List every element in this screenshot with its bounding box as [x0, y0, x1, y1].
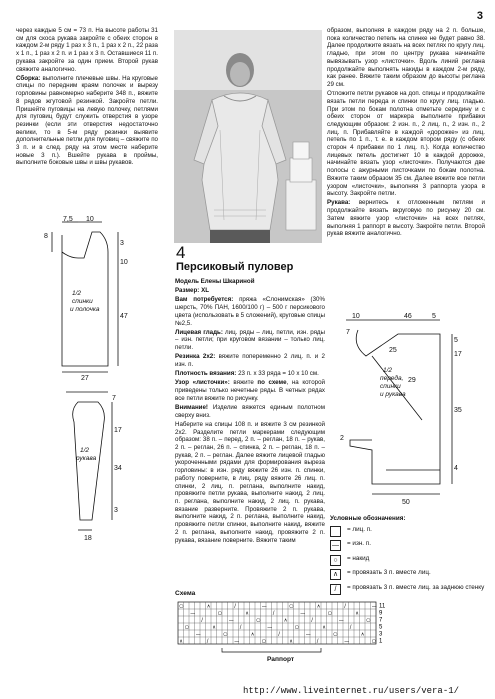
schema-stitch-mark: —: [371, 603, 377, 610]
leaf-label: Узор «листочки»:: [175, 379, 230, 387]
schema-stitch-mark: ○: [366, 617, 371, 624]
schema-stitch-mark: ∧: [206, 603, 211, 610]
schema-stitch-mark: /: [201, 617, 203, 624]
schema-row-number: 9: [379, 610, 383, 617]
model-author: [175, 278, 325, 286]
purl-symbol-icon: —: [332, 542, 339, 550]
schema-stitch-mark: —: [305, 631, 311, 638]
assembly-paragraph: [16, 75, 158, 167]
k3tog-tbl-symbol-icon: /: [330, 584, 341, 595]
rib-label: Резинка 2х2:: [175, 353, 216, 361]
schema-stitch-mark: ○: [179, 603, 184, 610]
legend-item: [330, 584, 490, 595]
raglan-label-4: и рукава: [380, 391, 406, 398]
attention-label: Внимание!: [175, 404, 208, 412]
schema-stitch-mark: ∧: [316, 603, 321, 610]
schema-stitch-mark: —: [190, 610, 196, 617]
body-instructions: Наберите на спицы 108 п. и вяжите 3 см резинкой 2х2. Разделите петли маркерами следующим образом: 38 п. – перед, 2 п. – реглан, 18 п. – рукав, 2 п. – реглан, 26 п. – спинка, 2 п. – реглан, 18 п. – рукав, 2 п. – реглан. Далее вяжите лицевой гладью укороченными рядами для формирования выреза горловины: в изн. ряду вяжите 26 изн. п. спинки, работу поверните, в лиц. ряду вяжите 26 лиц. п. спинки, 2 лиц. п. реглана, выполните накид, провяжите петли рукава, выполните накид, 2 лиц. п. реглана, выполните накид, 2 лиц. п. рукава, вязание разверните. Провяжите 2 п. рукава, выполните накид, 2 п. реглана, выполните накид, провяжите петли спинки, выполните накид, вяжите 2 п. реглана, выполните накид, провяжите 2 п. рукава, вязание поверните. Вяжите таким: [175, 420, 325, 544]
schema-stitch-mark: /: [278, 631, 280, 638]
body-piece-diagram: [52, 222, 118, 372]
schema-stitch-mark: ○: [327, 610, 333, 617]
facing-paragraph: [175, 329, 325, 352]
density-text: 23 п. х 33 ряда = 10 х 10 см.: [238, 370, 319, 378]
dim-bottom: 50: [402, 499, 410, 506]
schema-stitch-mark: —: [267, 624, 273, 631]
sleeve-label-2: рукава: [76, 455, 97, 462]
legend: [330, 515, 490, 598]
schema-stitch-mark: /: [311, 617, 313, 624]
legend-item: [330, 526, 490, 537]
dim-top3: 5: [432, 313, 436, 320]
schema-stitch-mark: ○: [184, 624, 190, 631]
legend-item: [330, 540, 490, 551]
schema-stitch-mark: —: [338, 617, 344, 624]
legend-item: [330, 569, 490, 580]
legend-label: = лиц. п.: [347, 525, 372, 533]
sleeve-label-1: 1/2: [80, 447, 90, 454]
leaf-text-mid: вяжите: [233, 379, 254, 387]
sleeve-label: Рукава:: [327, 199, 351, 207]
schema-stitch-mark: —: [195, 631, 201, 638]
legend-title: Условные обозначения:: [330, 515, 406, 522]
sleeve-piece-diagram: [66, 392, 112, 530]
schema-stitch-mark: —: [228, 617, 234, 624]
dim-d7: 27: [81, 375, 89, 382]
middle-text-column: [175, 278, 325, 546]
model-photo-illustration: [174, 30, 322, 243]
sleeve-text: вернитесь к отложенным петлям и продолжайте вязать вкруговую по рисунку 20 см. Затем вяжите узор «листочки» на всех петлях, выполняя 1 раппорт в высоту. Закройте петли. Второй рукав вяжите аналогично.: [327, 199, 485, 238]
dim-d4: 3: [120, 240, 124, 247]
schema-stitch-mark: ∧: [360, 631, 365, 638]
schema-stitch-mark: ○: [217, 610, 223, 617]
schema-row-number: 3: [379, 631, 383, 638]
schema-stitch-mark: —: [261, 603, 267, 610]
left-text-column: [16, 27, 158, 169]
dim-d3: 8: [44, 233, 48, 240]
materials-label: Вам потребуется:: [175, 296, 234, 304]
leaf-text-tail: , на которой приведены только нечетные ряды. В четных рядах все петли вяжите по рисунку.: [175, 379, 325, 402]
right-text-1: образом, выполняя в каждом ряду на 2 п. больше, пока количество петель на спинке не будет равно 38. Далее продолжите вязать на всех петлях по кругу лиц. гладью, при этом по центру рукава начинайте вывязывать узор «листочки». Вдоль линий реглана продолжайте выполнять накиды в каждом 2-м ряду, как ранее. Вяжите таким образом до высоты реглана 29 см.: [327, 27, 485, 88]
dim-d12: 18: [84, 535, 92, 542]
schema-stitch-mark: /: [234, 603, 236, 610]
schema-stitch-mark: ○: [223, 631, 228, 638]
dim-d6: 47: [120, 313, 128, 320]
density-paragraph: [175, 370, 325, 378]
sleeve-paragraph: [327, 199, 485, 238]
raglan-label-1: 1/2: [383, 367, 393, 374]
sleeve-intro-text: через каждые 5 см = 73 п. На высоте работы 31 см для скоса рукава закройте с обеих сторон в каждом 2-м ряду 1 раз х 3 п., 1 раз х 2 п., 22 раза х 1 п., 1 раз х 2 п. и 1 раз х 3 п. Оставшиеся 11 п. рукава закройте за один прием. Второй рукав свяжите аналогично.: [16, 27, 158, 73]
schema-stitch-mark: /: [344, 603, 346, 610]
front-label-3: и полочка: [70, 306, 100, 313]
schema-row-numbers: [379, 604, 386, 645]
schema-stitch-mark: ○: [371, 638, 377, 645]
schema-stitch-mark: ∧: [322, 624, 326, 631]
schema-stitch-mark: /: [316, 638, 319, 645]
raglan-piece-diagram: [346, 320, 452, 494]
schema-stitch-mark: ○: [256, 617, 261, 624]
yarn-over-symbol-icon: ○: [330, 555, 341, 566]
rapport-label: Раппорт: [267, 656, 295, 663]
assembly-text: выполните плечевые швы. На круговые спицы по передним краям полочек и вырезу горловины равномерно наберите 348 п., вяжите 8 рядов жгутовой резинкой. Закройте петли. Пришейте пуговицы на левую полочку, петлями для пуговиц будут служить отверстия в узоре резинки (если эти отверстия недостаточно велики, то в 5-м ряду резинки выявите дополнительные петли для пуговиц – свяжите по 3 п. и в след. ряду на этом месте наберите новые 3 п.). Вшейте рукава в проймы, выполните боковые швы и швы рукавов.: [16, 74, 158, 167]
dim-d8: 7: [112, 395, 116, 402]
size-value: XL: [201, 287, 209, 295]
dim-d9: 17: [114, 427, 122, 434]
schema-stitch-mark: ∧: [250, 631, 255, 638]
dim-r3: 25: [389, 347, 397, 354]
schema-grid: [178, 602, 377, 652]
schema-stitch-mark: —: [300, 610, 306, 617]
schema-row-number: 5: [379, 624, 383, 631]
schema-stitch-mark: ∧: [355, 610, 359, 617]
source-url: http://www.liveinternet.ru/users/vera-1/: [243, 686, 460, 696]
schema-stitch-mark: /: [239, 624, 242, 631]
dim-r1: 7: [346, 329, 350, 336]
dim-d10: 34: [114, 465, 122, 472]
model-number: 4: [176, 243, 186, 262]
legend-item: [330, 555, 490, 566]
dim-r4: 29: [408, 377, 416, 384]
schema-title: Схема: [175, 590, 196, 597]
leaf-text-bold: по схеме: [257, 379, 287, 387]
assembly-label: Сборка:: [16, 74, 41, 82]
facing-label: Лицевая гладь:: [175, 328, 223, 336]
dim-top2: 46: [404, 313, 412, 320]
dim-r7: 35: [454, 407, 462, 414]
attention-paragraph: [175, 404, 325, 419]
schema-stitch-mark: ∧: [179, 638, 183, 645]
right-text-2: Отложите петли рукавов на доп. спицы и продолжайте вязать петли переда и спинки по кругу лиц. гладью. При этом по бокам полотна отметьте середину и с обеих сторон от маркера выполните прибавки следующим образом: 2 изн. п., 2 лиц. п., 2 изн. п., 2 лиц. п. Прибавляйте в каждой «дорожке» из лиц. петель по 1 п., т. е. в каждом втором ряду (с обеих сторон 4 прибавки по 1 лиц. п.). Когда количество лицевых петель достигнет 10 в каждой дорожке, начинайте вязать узор «листочки». Получаются две полосы с ажурными листочками по бокам полотна. Вяжите таким образом 35 см. Далее вяжите все петли узором «листочки», выполняя 3 раппорта узора в высоту. Закройте петли.: [327, 90, 485, 198]
schema-stitch-mark: ∧: [289, 638, 293, 645]
legend-label: = изн. п.: [347, 540, 371, 548]
rapport-bracket: [222, 648, 321, 652]
schema-stitch-mark: ○: [261, 638, 267, 645]
schema-stitch-mark: ∧: [245, 610, 249, 617]
knit-symbol-icon: [330, 526, 341, 537]
front-label-1: 1/2: [72, 290, 82, 297]
materials-paragraph: [175, 296, 325, 327]
facing-text: лиц. ряды – лиц. петли, изн. ряды – изн. петли; при круговом вязании – только лиц. петли.: [175, 328, 325, 352]
schema-stitch-mark: ∧: [212, 624, 216, 631]
schema-frame: [178, 602, 376, 644]
legend-label: = накид: [347, 554, 370, 562]
schema-stitch-mark: —: [344, 638, 350, 645]
dim-d5: 10: [120, 259, 128, 266]
front-label-2: спинки: [72, 298, 93, 305]
dim-d11: 3: [114, 507, 118, 514]
raglan-label-2: переда,: [380, 375, 404, 382]
k3tog-symbol-icon: ∧: [330, 569, 341, 580]
schema-stitch-mark: —: [234, 638, 240, 645]
dim-r2: 5: [454, 337, 458, 344]
attention-text: Изделие вяжется единым полотном сверху вниз.: [175, 404, 325, 419]
schema-stitch-mark: /: [206, 638, 209, 645]
schema-stitch-mark: /: [272, 610, 275, 617]
schema-stitch-mark: ○: [289, 603, 294, 610]
schema-stitch-mark: ∧: [283, 617, 288, 624]
right-text-column: [327, 27, 485, 239]
raglan-label-3: спинки: [380, 383, 401, 390]
dim-r5: 2: [340, 435, 344, 442]
schema-stitch-mark: ○: [294, 624, 300, 631]
schema-row-number: 11: [379, 603, 386, 610]
dim-r6: 4: [454, 465, 458, 472]
dim-top1: 10: [352, 313, 360, 320]
schema-row-number: 1: [379, 638, 383, 645]
schema-stitch-mark: ○: [333, 631, 338, 638]
schema-stitch-mark: /: [349, 624, 352, 631]
page-number: 3: [476, 10, 483, 22]
leaf-paragraph: [175, 379, 325, 402]
legend-label: = провязать 3 п. вместе лиц. за заднюю стенку: [347, 583, 485, 591]
legend-label: = провязать 3 п. вместе лиц.: [347, 569, 431, 577]
schema-row-number: 7: [379, 617, 383, 624]
rib-paragraph: [175, 353, 325, 368]
model-author-text: Модель Елены Шкариной: [175, 278, 255, 285]
model-title: Персиковый пуловер: [176, 261, 294, 273]
size-label: Размер:: [175, 287, 200, 295]
size-line: [175, 287, 325, 295]
materials-text: пряжа «Слонимская» (30% шерсть, 70% ПАН, 1600/100 г) – 500 г персикового цвета (использовать в 5 сложений), круговые спицы №2,5.: [175, 296, 325, 327]
model-photo: [174, 30, 322, 243]
density-label: Плотность вязания:: [175, 370, 237, 378]
dim-d2: 10: [86, 216, 94, 223]
dim-side: 17: [454, 351, 462, 358]
dim-d1: 7,5: [63, 216, 73, 223]
rib-text: вяжите попеременно 2 лиц. п. и 2 изн. п.: [175, 353, 325, 369]
